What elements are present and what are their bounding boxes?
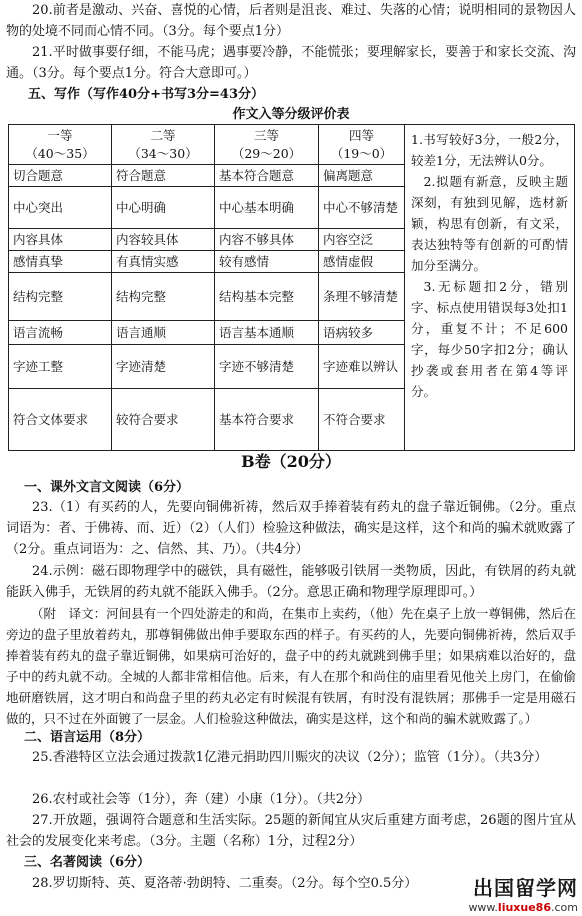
answer-25: 25.香港特区立法会通过拨款1亿港元捐助四川赈灾的决议（2分）；监管（1分）。（共3分） xyxy=(32,750,548,765)
table-cell: 感情虚假 xyxy=(319,251,405,273)
table-cell: 有真情实感 xyxy=(112,251,215,273)
table-cell: 较符合要求 xyxy=(112,389,215,451)
table-cell: 符合题意 xyxy=(112,165,215,187)
table-cell: 语言通顺 xyxy=(112,321,215,345)
answer-21: 21.平时做事要仔细，不能马虎；遇事要冷静，不能慌张；要理解家长，要善于和家长交流、沟通。（3分。每个要点1分。符合大意即可。） xyxy=(6,45,576,81)
table-cell: 内容较具体 xyxy=(112,229,215,251)
table-cell: 切合题意 xyxy=(9,165,112,187)
table-cell: 结构基本完整 xyxy=(215,273,319,321)
table-cell: 语言基本通顺 xyxy=(215,321,319,345)
table-cell: 中心基本明确 xyxy=(215,187,319,229)
watermark-name: 出国留学网 xyxy=(473,876,578,900)
table-title: 作文入等分级评价表 xyxy=(232,107,350,122)
table-cell: 基本符合题意 xyxy=(215,165,319,187)
answer-26: 26.农村或社会等（1分），奔（建）小康（1分）。（共2分） xyxy=(32,792,370,807)
header-grade-2: 二等 （34～30） xyxy=(112,125,215,165)
table-header-row xyxy=(9,125,575,165)
table-cell: 较有感情 xyxy=(215,251,319,273)
note-2: 2.拟题有新意，反映主题深刻，有独到见解，选材新颖，构思有创新，有文采，表达独特等有创新的可酌情加分至满分。 xyxy=(411,174,568,273)
table-cell: 字迹清楚 xyxy=(112,345,215,389)
section-classical-reading: 一、课外文言文阅读（6分） xyxy=(24,480,190,495)
section-language-use: 二、语言运用（8分） xyxy=(24,730,151,745)
answer-27: 27.开放题，强调符合题意和生活实际。25题的新闻宜从灾后重建方面考虑，26题的图片宜从社会的发展变化来考虑。（3分。主题（名称）1分，过程2分） xyxy=(6,813,576,849)
table-cell: 中心突出 xyxy=(9,187,112,229)
table-cell: 偏离题意 xyxy=(319,165,405,187)
table-cell: 不符合要求 xyxy=(319,389,405,451)
table-cell: 字迹工整 xyxy=(9,345,112,389)
answer-20: 20.前者是激动、兴奋、喜悦的心情，后者则是沮丧、难过、失落的心情；说明相同的景物因人物的处境不同而心情不同。（3分。每个要点1分） xyxy=(6,3,576,39)
section-classics-reading: 三、名著阅读（6分） xyxy=(24,855,151,870)
note-1: 1.书写较好3分，一般2分，较差1分，无法辨认0分。 xyxy=(411,132,568,168)
grading-table xyxy=(8,124,575,451)
table-cell: 语病较多 xyxy=(319,321,405,345)
answer-24: 24.示例：磁石即物理学中的磁铁，具有磁性，能够吸引铁屑一类物质，因此，有铁屑的药丸就能跃入佛手，无铁屑的药丸就不能跃入佛手。（2分。意思正确和物理学原理即可。） xyxy=(6,564,576,600)
section-writing-heading: 五、写作（写作40分+书写3分=43分） xyxy=(28,87,265,102)
table-cell: 中心不够清楚 xyxy=(319,187,405,229)
table-cell: 字迹难以辨认 xyxy=(319,345,405,389)
table-cell: 符合文体要求 xyxy=(9,389,112,451)
header-grade-4: 四等 （19～0） xyxy=(319,125,405,165)
answer-23: 23.（1）有买药的人，先要向铜佛祈祷，然后双手捧着装有药丸的盘子靠近铜佛。（2分。重点词语为：者、于佛祷、而、近）（2）（人们）检验这种做法，确实是这样，这个和尚的骗术就败露了（2分。重点词语为：之、信然、其、乃）。（共4分） xyxy=(6,500,576,557)
header-grade-1: 一等 （40～35） xyxy=(9,125,112,165)
table-cell: 中心明确 xyxy=(112,187,215,229)
table-cell: 结构完整 xyxy=(112,273,215,321)
table-cell: 内容空泛 xyxy=(319,229,405,251)
site-watermark xyxy=(468,872,578,914)
table-cell: 基本符合要求 xyxy=(215,389,319,451)
grading-notes xyxy=(405,125,575,451)
table-cell: 字迹不够清楚 xyxy=(215,345,319,389)
header-grade-3: 三等 （29～20） xyxy=(215,125,319,165)
answer-28: 28.罗切斯特、英、夏洛蒂·勃朗特、二重奏。（2分。每个空0.5分） xyxy=(32,876,418,891)
table-cell: 语言流畅 xyxy=(9,321,112,345)
table-cell: 感情真挚 xyxy=(9,251,112,273)
b-volume-title: B卷（20分） xyxy=(241,452,341,471)
note-3: 3.无标题扣2分，错别字、标点使用错误每3处扣1分，重复不计；不足600字，每少50字扣2分；确认抄袭或套用者在第4等评分。 xyxy=(411,279,568,399)
table-cell: 条理不够清楚 xyxy=(319,273,405,321)
translation-note: （附 译文：河间县有一个四处游走的和尚，在集市上卖药，（他）先在桌子上放一尊铜佛，然后在旁边的盘子里放着药丸，那尊铜佛做出伸手要取东西的样子。有买药的人，先要向铜佛祈祷，然后双手捧着装有药丸的盘子靠近铜佛，如果病可治好的，盘子中的药丸就跳到佛手里；如果病难以治好的，盘子中的药丸就不动。全城的人都非常相信他。后来，有人在那个和尚住的庙里看见他关上房门，在偷偷地研磨铁屑，这才明白和尚盘子里的药丸必定有时候混有铁屑，有时没有混铁屑；那佛手一定是用磁石做的，只不过在外面镀了一层金。人们检验这种做法，确实是这样，这个和尚的骗术就败露了。） xyxy=(6,606,576,726)
table-cell: 结构完整 xyxy=(9,273,112,321)
table-cell: 内容不够具体 xyxy=(215,229,319,251)
table-cell: 内容具体 xyxy=(9,229,112,251)
watermark-url: www.liuxue86.com xyxy=(468,901,578,914)
